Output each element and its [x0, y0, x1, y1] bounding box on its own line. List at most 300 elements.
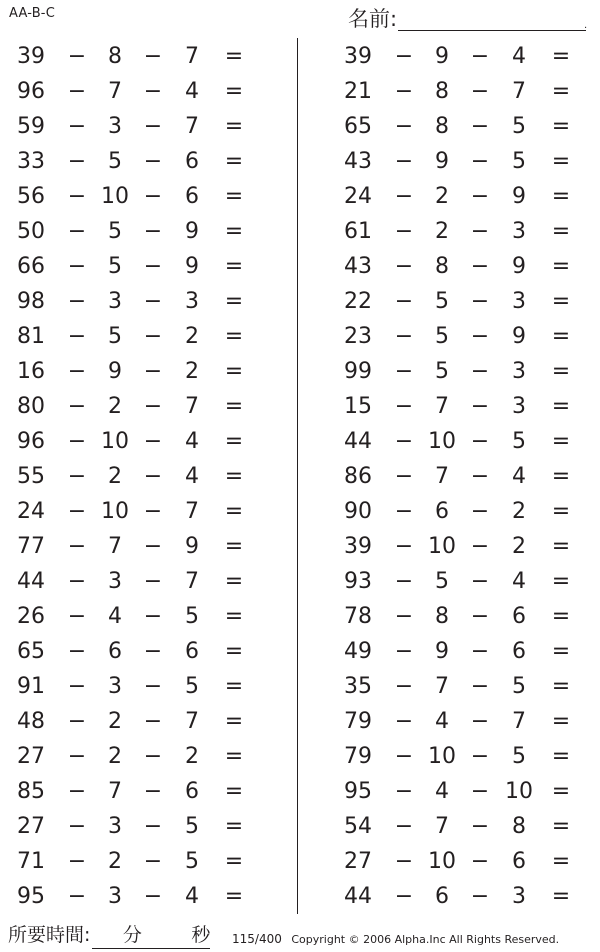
minus-sign: −	[143, 709, 163, 734]
problem-row	[327, 179, 597, 214]
subtrahend-2: 5	[185, 674, 199, 699]
minus-sign: −	[394, 884, 414, 909]
problem-row	[0, 844, 270, 879]
minuend: 22	[344, 289, 372, 314]
subtrahend-2: 3	[512, 394, 526, 419]
equals-sign: =	[551, 534, 571, 559]
minuend: 86	[344, 464, 372, 489]
equals-sign: =	[551, 814, 571, 839]
minus-sign: −	[470, 464, 490, 489]
minus-sign: −	[67, 604, 87, 629]
minus-sign: −	[143, 219, 163, 244]
minus-sign: −	[143, 44, 163, 69]
minus-sign: −	[143, 79, 163, 104]
subtrahend-1: 4	[435, 709, 449, 734]
equals-sign: =	[224, 394, 244, 419]
equals-sign: =	[551, 569, 571, 594]
equals-sign: =	[551, 464, 571, 489]
minus-sign: −	[67, 254, 87, 279]
problem-row	[327, 109, 597, 144]
subtrahend-2: 6	[185, 779, 199, 804]
subtrahend-1: 10	[101, 184, 129, 209]
subtrahend-2: 5	[512, 674, 526, 699]
problem-row	[327, 844, 597, 879]
minus-sign: −	[67, 779, 87, 804]
problem-row	[327, 354, 597, 389]
subtrahend-1: 3	[108, 114, 122, 139]
equals-sign: =	[224, 534, 244, 559]
minuend: 55	[17, 464, 45, 489]
minuend: 48	[17, 709, 45, 734]
left-problem-column	[0, 39, 270, 914]
equals-sign: =	[551, 394, 571, 419]
problem-row	[0, 599, 270, 634]
problem-row	[327, 494, 597, 529]
subtrahend-1: 8	[108, 44, 122, 69]
minuend: 27	[344, 849, 372, 874]
subtrahend-1: 4	[435, 779, 449, 804]
minus-sign: −	[143, 814, 163, 839]
minuend: 93	[344, 569, 372, 594]
problem-row	[0, 39, 270, 74]
minuend: 24	[17, 499, 45, 524]
minus-sign: −	[470, 324, 490, 349]
subtrahend-1: 3	[108, 814, 122, 839]
minuend: 15	[344, 394, 372, 419]
minus-sign: −	[67, 569, 87, 594]
subtrahend-1: 5	[108, 149, 122, 174]
minus-sign: −	[394, 779, 414, 804]
minuend: 66	[17, 254, 45, 279]
minuend: 21	[344, 79, 372, 104]
subtrahend-2: 9	[185, 534, 199, 559]
problem-row	[327, 669, 597, 704]
problem-row	[327, 319, 597, 354]
subtrahend-1: 9	[108, 359, 122, 384]
equals-sign: =	[551, 709, 571, 734]
subtrahend-1: 6	[435, 499, 449, 524]
column-divider	[297, 38, 298, 914]
minuend: 65	[344, 114, 372, 139]
minus-sign: −	[394, 289, 414, 314]
subtrahend-1: 8	[435, 254, 449, 279]
subtrahend-1: 7	[108, 779, 122, 804]
minus-sign: −	[143, 429, 163, 454]
subtrahend-2: 10	[505, 779, 533, 804]
subtrahend-1: 5	[435, 324, 449, 349]
minuend: 44	[344, 884, 372, 909]
equals-sign: =	[224, 44, 244, 69]
subtrahend-2: 6	[512, 849, 526, 874]
problem-row	[0, 634, 270, 669]
subtrahend-2: 9	[185, 254, 199, 279]
minuend: 65	[17, 639, 45, 664]
subtrahend-1: 8	[435, 79, 449, 104]
subtrahend-2: 2	[185, 324, 199, 349]
subtrahend-2: 5	[185, 814, 199, 839]
problem-row	[0, 319, 270, 354]
subtrahend-2: 4	[512, 464, 526, 489]
minuend: 90	[344, 499, 372, 524]
equals-sign: =	[224, 639, 244, 664]
equals-sign: =	[551, 114, 571, 139]
subtrahend-1: 10	[428, 744, 456, 769]
equals-sign: =	[551, 219, 571, 244]
subtrahend-2: 5	[185, 604, 199, 629]
subtrahend-2: 2	[512, 499, 526, 524]
minuend: 16	[17, 359, 45, 384]
minus-sign: −	[143, 149, 163, 174]
minus-sign: −	[394, 814, 414, 839]
minus-sign: −	[470, 184, 490, 209]
minus-sign: −	[470, 289, 490, 314]
subtrahend-2: 9	[512, 324, 526, 349]
subtrahend-2: 8	[512, 814, 526, 839]
subtrahend-2: 4	[185, 464, 199, 489]
subtrahend-1: 2	[108, 394, 122, 419]
subtrahend-2: 6	[185, 639, 199, 664]
minus-sign: −	[470, 569, 490, 594]
equals-sign: =	[551, 744, 571, 769]
minus-sign: −	[67, 324, 87, 349]
minus-sign: −	[143, 849, 163, 874]
subtrahend-1: 9	[435, 639, 449, 664]
equals-sign: =	[224, 884, 244, 909]
subtrahend-2: 7	[185, 709, 199, 734]
subtrahend-1: 3	[108, 289, 122, 314]
subtrahend-2: 5	[185, 849, 199, 874]
problem-row	[0, 389, 270, 424]
right-problem-column	[327, 39, 597, 914]
minus-sign: −	[143, 779, 163, 804]
minuend: 27	[17, 814, 45, 839]
subtrahend-1: 2	[108, 849, 122, 874]
name-dot: .	[584, 20, 588, 31]
minus-sign: −	[470, 429, 490, 454]
problem-row	[327, 529, 597, 564]
minus-sign: −	[67, 429, 87, 454]
minus-sign: −	[67, 79, 87, 104]
minus-sign: −	[67, 884, 87, 909]
name-underline[interactable]	[398, 30, 586, 31]
problem-row	[327, 739, 597, 774]
subtrahend-2: 3	[512, 359, 526, 384]
minus-sign: −	[470, 114, 490, 139]
subtrahend-2: 3	[185, 289, 199, 314]
minus-sign: −	[470, 709, 490, 734]
subtrahend-2: 9	[512, 184, 526, 209]
time-taken	[8, 922, 210, 949]
minuend: 79	[344, 744, 372, 769]
equals-sign: =	[551, 44, 571, 69]
subtrahend-1: 10	[428, 534, 456, 559]
minus-sign: −	[143, 114, 163, 139]
minus-sign: −	[143, 884, 163, 909]
minus-sign: −	[394, 674, 414, 699]
minus-sign: −	[67, 744, 87, 769]
minuend: 91	[17, 674, 45, 699]
equals-sign: =	[224, 79, 244, 104]
equals-sign: =	[551, 184, 571, 209]
subtrahend-2: 9	[512, 254, 526, 279]
equals-sign: =	[224, 709, 244, 734]
minus-sign: −	[67, 184, 87, 209]
minus-sign: −	[67, 394, 87, 419]
minus-sign: −	[394, 254, 414, 279]
minus-sign: −	[470, 849, 490, 874]
subtrahend-1: 2	[108, 464, 122, 489]
subtrahend-2: 7	[185, 394, 199, 419]
minuend: 50	[17, 219, 45, 244]
minuend: 44	[344, 429, 372, 454]
subtrahend-1: 3	[108, 674, 122, 699]
minuend: 39	[344, 44, 372, 69]
subtrahend-1: 5	[108, 254, 122, 279]
subtrahend-1: 9	[435, 44, 449, 69]
subtrahend-1: 8	[435, 114, 449, 139]
subtrahend-2: 6	[512, 604, 526, 629]
minus-sign: −	[143, 464, 163, 489]
minus-sign: −	[143, 499, 163, 524]
minus-sign: −	[394, 394, 414, 419]
minuend: 71	[17, 849, 45, 874]
problem-row	[0, 214, 270, 249]
subtrahend-2: 7	[185, 569, 199, 594]
problem-row	[0, 284, 270, 319]
subtrahend-2: 9	[185, 219, 199, 244]
subtrahend-1: 7	[435, 674, 449, 699]
subtrahend-2: 5	[512, 114, 526, 139]
subtrahend-1: 7	[108, 534, 122, 559]
minuend: 26	[17, 604, 45, 629]
minuend: 49	[344, 639, 372, 664]
equals-sign: =	[224, 429, 244, 454]
equals-sign: =	[224, 849, 244, 874]
subtrahend-1: 5	[108, 219, 122, 244]
problem-row	[0, 494, 270, 529]
subtrahend-2: 7	[512, 79, 526, 104]
minus-sign: −	[143, 324, 163, 349]
page-number: 115/400	[232, 932, 282, 946]
minus-sign: −	[67, 219, 87, 244]
minus-sign: −	[470, 394, 490, 419]
subtrahend-2: 3	[512, 289, 526, 314]
equals-sign: =	[224, 289, 244, 314]
minus-sign: −	[67, 639, 87, 664]
minus-sign: −	[143, 639, 163, 664]
minuend: 78	[344, 604, 372, 629]
minus-sign: −	[394, 709, 414, 734]
minus-sign: −	[394, 464, 414, 489]
minus-sign: −	[67, 814, 87, 839]
subtrahend-1: 7	[435, 394, 449, 419]
equals-sign: =	[224, 499, 244, 524]
equals-sign: =	[551, 289, 571, 314]
minuend: 80	[17, 394, 45, 419]
subtrahend-2: 2	[512, 534, 526, 559]
minuend: 35	[344, 674, 372, 699]
minus-sign: −	[143, 289, 163, 314]
minus-sign: −	[470, 884, 490, 909]
minus-sign: −	[67, 114, 87, 139]
subtrahend-1: 6	[435, 884, 449, 909]
equals-sign: =	[551, 79, 571, 104]
minus-sign: −	[143, 744, 163, 769]
problem-row	[0, 459, 270, 494]
problem-row	[0, 144, 270, 179]
subtrahend-1: 3	[108, 884, 122, 909]
problem-row	[0, 809, 270, 844]
minuend: 95	[344, 779, 372, 804]
subtrahend-1: 10	[428, 429, 456, 454]
minus-sign: −	[470, 814, 490, 839]
minus-sign: −	[394, 359, 414, 384]
minus-sign: −	[470, 219, 490, 244]
problem-row	[327, 809, 597, 844]
minuend: 27	[17, 744, 45, 769]
minus-sign: −	[470, 254, 490, 279]
subtrahend-2: 3	[512, 884, 526, 909]
problem-row	[0, 879, 270, 914]
subtrahend-1: 7	[108, 79, 122, 104]
equals-sign: =	[551, 884, 571, 909]
minus-sign: −	[67, 709, 87, 734]
equals-sign: =	[224, 324, 244, 349]
subtrahend-2: 6	[185, 184, 199, 209]
subtrahend-1: 8	[435, 604, 449, 629]
name-field[interactable]	[348, 6, 588, 32]
equals-sign: =	[551, 429, 571, 454]
minuend: 79	[344, 709, 372, 734]
subtrahend-2: 5	[512, 149, 526, 174]
minuend: 43	[344, 254, 372, 279]
subtrahend-1: 7	[435, 814, 449, 839]
subtrahend-2: 3	[512, 219, 526, 244]
seconds-blank[interactable]	[172, 922, 210, 949]
minuend: 54	[344, 814, 372, 839]
subtrahend-2: 7	[185, 114, 199, 139]
minus-sign: −	[143, 604, 163, 629]
subtrahend-2: 5	[512, 429, 526, 454]
minus-sign: −	[394, 639, 414, 664]
equals-sign: =	[224, 814, 244, 839]
minus-sign: −	[394, 184, 414, 209]
minus-sign: −	[470, 149, 490, 174]
name-label: 名前:	[348, 7, 398, 31]
equals-sign: =	[551, 254, 571, 279]
problem-row	[0, 739, 270, 774]
subtrahend-2: 4	[185, 429, 199, 454]
minus-sign: −	[394, 569, 414, 594]
minuend: 61	[344, 219, 372, 244]
subtrahend-2: 5	[512, 744, 526, 769]
minus-sign: −	[394, 44, 414, 69]
subtrahend-1: 2	[108, 709, 122, 734]
problem-row	[327, 424, 597, 459]
subtrahend-1: 4	[108, 604, 122, 629]
equals-sign: =	[224, 674, 244, 699]
minus-sign: −	[394, 429, 414, 454]
equals-sign: =	[224, 569, 244, 594]
minus-sign: −	[470, 534, 490, 559]
subtrahend-2: 4	[185, 884, 199, 909]
minus-sign: −	[67, 849, 87, 874]
minus-sign: −	[394, 114, 414, 139]
minus-sign: −	[67, 359, 87, 384]
problem-row	[0, 669, 270, 704]
problem-row	[0, 564, 270, 599]
equals-sign: =	[224, 779, 244, 804]
minus-sign: −	[470, 79, 490, 104]
minutes-blank[interactable]	[92, 922, 172, 949]
subtrahend-2: 2	[185, 744, 199, 769]
minus-sign: −	[394, 324, 414, 349]
minus-sign: −	[470, 779, 490, 804]
subtrahend-1: 10	[101, 429, 129, 454]
subtrahend-1: 10	[428, 849, 456, 874]
minus-sign: −	[143, 569, 163, 594]
subtrahend-2: 4	[185, 79, 199, 104]
subtrahend-1: 2	[108, 744, 122, 769]
subtrahend-1: 3	[108, 569, 122, 594]
minuend: 95	[17, 884, 45, 909]
minus-sign: −	[394, 219, 414, 244]
minus-sign: −	[470, 359, 490, 384]
minus-sign: −	[143, 674, 163, 699]
minuend: 33	[17, 149, 45, 174]
problem-row	[0, 529, 270, 564]
minus-sign: −	[143, 254, 163, 279]
problem-row	[327, 774, 597, 809]
problem-row	[0, 179, 270, 214]
subtrahend-2: 7	[512, 709, 526, 734]
subtrahend-1: 5	[108, 324, 122, 349]
subtrahend-2: 7	[185, 499, 199, 524]
subtrahend-2: 2	[185, 359, 199, 384]
equals-sign: =	[224, 254, 244, 279]
minuend: 56	[17, 184, 45, 209]
equals-sign: =	[551, 779, 571, 804]
minuend: 24	[344, 184, 372, 209]
minus-sign: −	[394, 534, 414, 559]
minus-sign: −	[67, 149, 87, 174]
subtrahend-2: 4	[512, 44, 526, 69]
problem-row	[327, 634, 597, 669]
minus-sign: −	[470, 604, 490, 629]
minus-sign: −	[143, 534, 163, 559]
worksheet-code: AA-B-C	[9, 6, 55, 21]
equals-sign: =	[224, 184, 244, 209]
minus-sign: −	[67, 464, 87, 489]
subtrahend-2: 7	[185, 44, 199, 69]
seconds-unit: 秒	[191, 924, 211, 946]
equals-sign: =	[551, 359, 571, 384]
minuend: 39	[344, 534, 372, 559]
minus-sign: −	[394, 604, 414, 629]
minus-sign: −	[67, 289, 87, 314]
subtrahend-1: 10	[101, 499, 129, 524]
minus-sign: −	[143, 184, 163, 209]
problem-row	[327, 459, 597, 494]
subtrahend-2: 4	[512, 569, 526, 594]
copyright-text: Copyright © 2006 Alpha.Inc All Rights Reserved.	[291, 933, 560, 946]
subtrahend-1: 7	[435, 464, 449, 489]
equals-sign: =	[551, 324, 571, 349]
time-label: 所要時間:	[8, 924, 91, 946]
minus-sign: −	[394, 849, 414, 874]
problem-row	[0, 704, 270, 739]
minuend: 59	[17, 114, 45, 139]
